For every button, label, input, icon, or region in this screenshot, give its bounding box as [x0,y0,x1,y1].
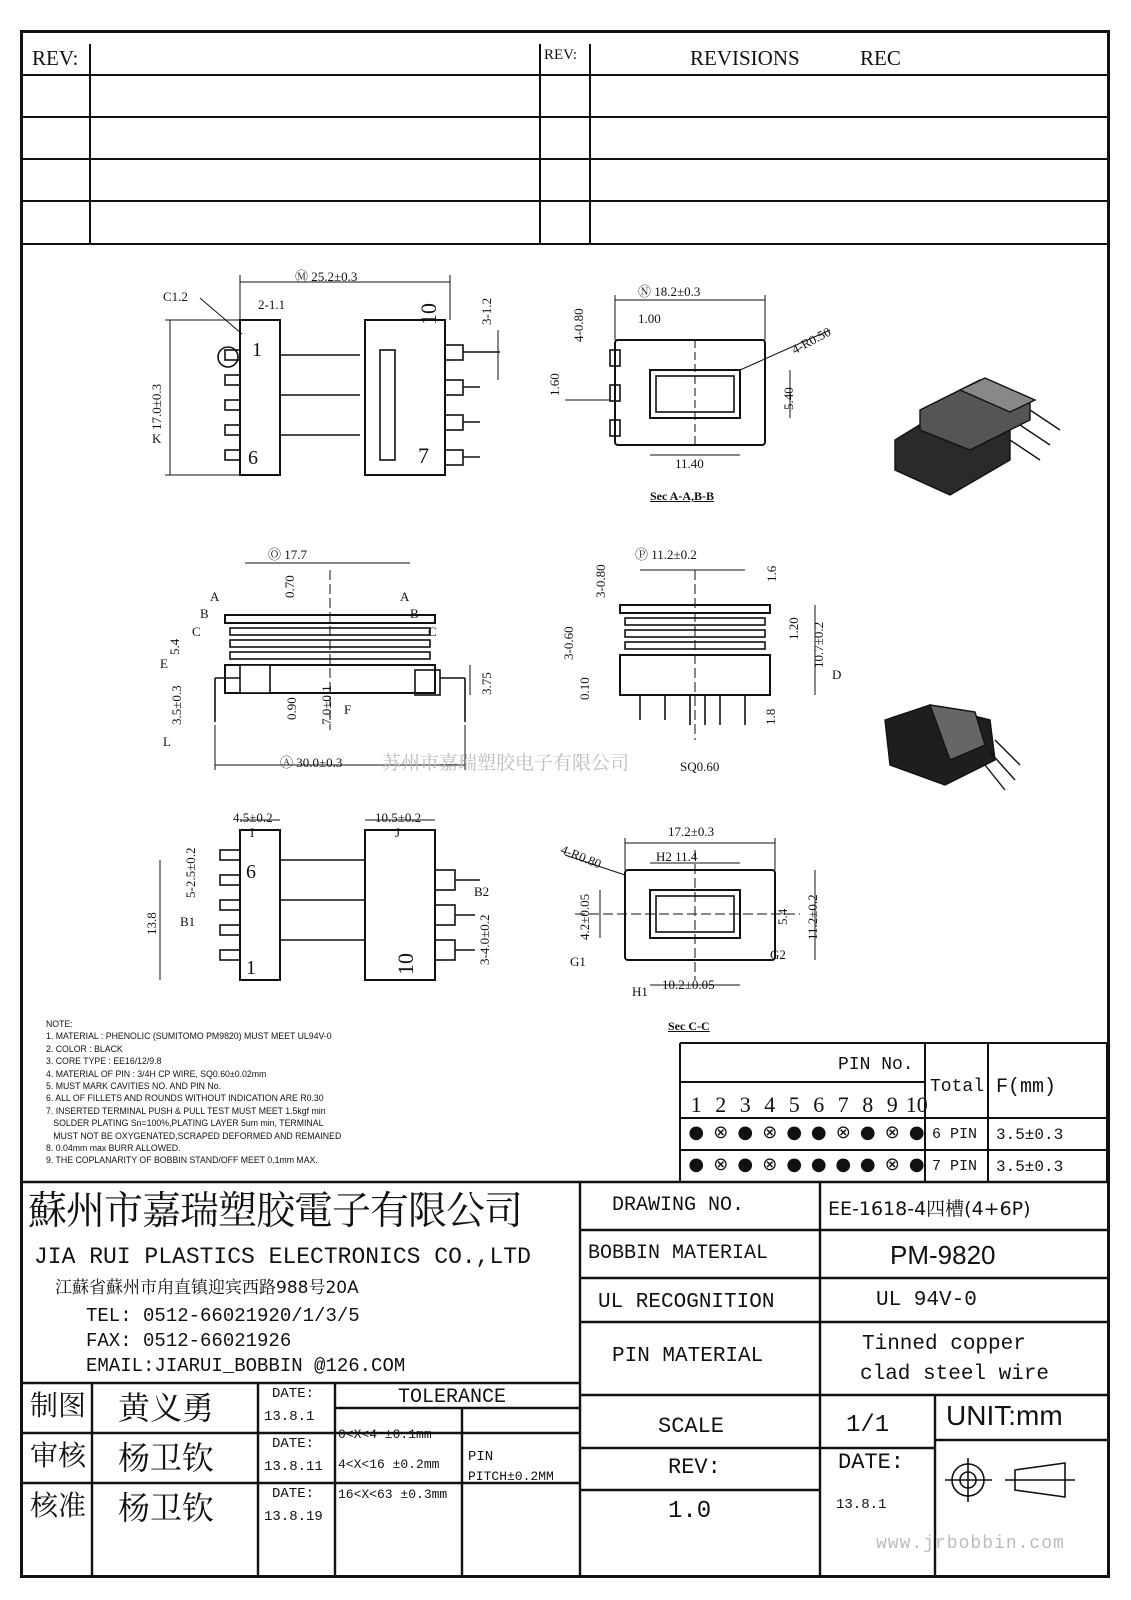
pin-filled-icon: ● [810,1122,827,1143]
dim-o: Ⓞ 17.7 [268,547,308,562]
label-c-right: C [428,624,437,639]
dim-m: Ⓜ 25.2±0.3 [295,269,358,284]
dim-sq: SQ0.60 [680,759,720,774]
reviewer-date-label: DATE: [272,1436,315,1452]
approver-name: 杨卫钦 [118,1489,215,1527]
dim-0-10: 0.10 [577,677,592,700]
dim-5-4-b: 5.4 [775,908,790,925]
label-a-right: A [400,589,410,604]
watermark-center: 苏州市嘉瑞塑胶电子有限公司 [382,752,630,774]
pin-number: 8 [862,1092,874,1117]
view-front-mid-left [215,563,470,770]
tolerance-label: TOLERANCE [398,1386,507,1409]
tolerance-pin-pitch: PITCH±0.2MM [468,1469,554,1484]
note-item: 1. MATERIAL : PHENOLIC (SUMITOMO PM9820) MUST MEET UL94V-0 [46,1031,332,1043]
tolerance-row: 4<X<16 ±0.2mm [338,1457,440,1472]
note-item: MUST NOT BE OXYGENATED,SCRAPED DEFORMED AND REMAINED [46,1130,342,1142]
pin-number-row [684,1092,929,1118]
pin-empty-icon: ⊗ [884,1122,900,1143]
pin-filled-icon: ● [835,1154,852,1175]
dim-13-8: 13.8 [144,912,159,935]
label-b2: B2 [474,884,490,899]
role-drafter: 制图 [30,1389,87,1422]
tolerance-pin-label: PIN [468,1449,494,1465]
pin-empty-icon: ⊗ [835,1122,851,1143]
pin-number: 4 [764,1092,776,1117]
approver-date: 13.8.19 [264,1509,323,1525]
drawing-no-label: DRAWING NO. [612,1194,745,1217]
pin-label-6-bottom: 6 [246,861,256,883]
pin-material-value-2: clad steel wire [860,1363,1050,1386]
pin-empty-icon: ⊗ [762,1154,778,1175]
label-k: K [152,431,162,446]
tolerance-row: 16<X<63 ±0.3mm [338,1487,448,1502]
view-side-mid-center [620,570,815,740]
pin-empty-icon: ⊗ [713,1154,729,1175]
pin-label-7-top: 7 [418,443,429,468]
pin-filled-icon: ● [859,1154,876,1175]
note-item: 9. THE COPLANARITY OF BOBBIN STAND/OFF MEET 0.1mm MAX. [46,1155,318,1167]
dim-11-40: 11.40 [675,456,704,471]
watermark-website: www.jrbobbin.com [876,1534,1065,1554]
unit-label: UNIT:mm [946,1400,1063,1431]
pin-label-6-top: 6 [248,447,258,469]
dim-p: Ⓟ 11.2±0.2 [635,547,697,562]
dim-a: Ⓐ 30.0±0.3 [280,755,343,770]
pin-filled-icon: ● [688,1122,705,1143]
note-item: 4. MATERIAL OF PIN : 3/4H CP WIRE, SQ0.60±0.02mm [46,1068,267,1080]
dim-f: 7.0±0.1 [319,685,334,725]
dim-5-40-a: 5.40 [781,387,796,410]
label-h1: H1 [632,984,648,999]
dim-k: 17.0±0.3 [149,383,164,430]
dim-1-00: 1.00 [638,311,661,326]
drafter-date: 13.8.1 [264,1409,315,1425]
dim-i: 4.5±0.2 [233,810,273,825]
label-e: E [160,656,168,671]
dim-j: 10.5±0.2 [375,810,422,825]
note-item: 7. INSERTED TERMINAL PUSH & PULL TEST MUST MEET 1.5kgf min [46,1105,326,1117]
company-address: 江蘇省蘇州市甪直镇迎宾西路988号20A [55,1278,359,1298]
pin-filled-icon: ● [908,1122,925,1143]
section-ab-title: Sec A-A,B-B [650,489,714,503]
dim-h1: 10.2±0.05 [662,977,715,992]
company-tel: TEL: 0512-66021920/1/3/5 [86,1305,360,1327]
pin-label-1-top: 1 [252,339,262,361]
dim-0-90: 0.90 [284,697,299,720]
dim-10-7: 10.7±0.2 [811,621,826,668]
bobbin-material-value: PM-9820 [890,1240,996,1270]
label-f: F [344,702,352,717]
label-g1: G1 [570,954,586,969]
pin-filled-icon: ● [859,1122,876,1143]
note-item: 2. COLOR : BLACK [46,1043,123,1055]
pin-label-10-top: 10 [416,303,441,325]
company-email: EMAIL:JIARUI_BOBBIN @126.COM [86,1355,406,1377]
rev-label-right: REV: [544,47,578,63]
note-item: SOLDER PLATING Sn=100%,PLATING LAYER 5um min, TERMINAL [46,1118,324,1130]
pin-filled-icon: ● [737,1122,754,1143]
render-3d-mid [885,705,1020,790]
label-g2: G2 [770,947,786,962]
date-label-bottom: DATE: [838,1450,905,1475]
pin-number: 2 [715,1092,727,1117]
pin-empty-icon: ⊗ [762,1122,778,1143]
view-bottom-left [160,820,480,980]
note-item: 5. MUST MARK CAVITIES NO. AND PIN No. [46,1081,222,1093]
pin-filled-icon: ● [810,1154,827,1175]
company-fax: FAX: 0512-66021926 [86,1330,292,1352]
date-value-bottom: 13.8.1 [836,1497,887,1513]
pin-label-1-bottom: 1 [246,957,256,979]
view-side-top-left [165,275,500,475]
f-7-pin: 3.5±0.3 [996,1158,1064,1176]
dim-h2: H2 11.4 [656,849,698,864]
pin-number: 6 [813,1092,825,1117]
f-6-pin: 3.5±0.3 [996,1126,1064,1144]
dim-4-2: 4.2±0.05 [577,893,592,940]
reviewer-date: 13.8.11 [264,1459,323,1475]
dim-1-20: 1.20 [786,617,801,640]
company-name-cn: 蘇州市嘉瑞塑胶電子有限公司 [28,1189,523,1234]
dim-1-60: 1.60 [547,373,562,396]
notes-title: NOTE: [46,1019,73,1030]
dim-17-2: 17.2±0.3 [668,824,715,839]
revisions-label: REVISIONS [690,46,800,70]
pin-label-10-bottom: 10 [393,953,418,975]
render-3d-top [895,378,1060,495]
label-i: I [250,825,255,840]
rev-label-left: REV: [32,46,79,70]
pin-mark-row [684,1122,929,1144]
drawing-no-value: EE-1618-4四槽(4+6P) [828,1198,1031,1220]
rev-label-bottom: REV: [668,1455,721,1480]
label-c-left: C [192,624,201,639]
pin-number: 1 [690,1092,702,1117]
dim-11-2: 11.2±0.2 [805,894,820,940]
dim-0-70: 0.70 [282,575,297,598]
pin-number: 7 [837,1092,849,1117]
ul-recognition-label: UL RECOGNITION [598,1291,775,1314]
total-7-pin: 7 PIN [932,1158,978,1175]
dim-c12: C1.2 [163,289,188,304]
bobbin-material-label: BOBBIN MATERIAL [588,1242,769,1265]
label-a-left: A [210,589,220,604]
dim-5-2-5: 5-2.5±0.2 [183,847,198,898]
label-b-right: B [410,606,419,621]
dim-2-1-1: 2-1.1 [258,297,286,312]
company-name-en: JIA RUI PLASTICS ELECTRONICS CO.,LTD [34,1244,531,1270]
label-j: J [395,825,401,840]
dim-n: Ⓝ 18.2±0.3 [638,284,701,299]
drafter-date-label: DATE: [272,1386,315,1402]
label-l: L [163,734,171,749]
pin-mark-row [684,1154,929,1176]
pin-filled-icon: ● [908,1154,925,1175]
pin-number: 10 [905,1092,928,1117]
total-6-pin: 6 PIN [932,1126,978,1143]
pin-filled-icon: ● [737,1154,754,1175]
tolerance-row: 0<X<4 ±0.1mm [338,1427,432,1442]
dim-5-4: 5.4 [167,638,182,655]
rec-label: REC [860,46,901,70]
label-d: D [832,667,842,682]
total-label: Total [930,1077,985,1097]
pin-number: 3 [739,1092,751,1117]
note-item: 3. CORE TYPE : EE16/12/9.8 [46,1056,162,1068]
dim-l: 3.5±0.3 [169,685,184,725]
pin-no-label: PIN No. [838,1055,914,1075]
dim-3-0-80: 3-0.80 [593,564,608,598]
scale-label: SCALE [658,1414,725,1439]
role-approver: 核准 [30,1489,87,1522]
pin-filled-icon: ● [688,1154,705,1175]
pin-material-label: PIN MATERIAL [612,1345,764,1368]
rev-value: 1.0 [668,1498,712,1525]
drafter-name: 黄义勇 [118,1389,215,1427]
pin-empty-icon: ⊗ [713,1122,729,1143]
notes-block [46,1019,367,1168]
f-label: F(mm) [996,1076,1057,1099]
label-b-left: B [200,606,209,621]
section-cc-title: Sec C-C [668,1019,710,1033]
dim-3-75: 3.75 [479,672,494,695]
pin-filled-icon: ● [786,1122,803,1143]
pin-number: 9 [886,1092,898,1117]
role-reviewer: 审核 [30,1439,87,1472]
dim-3-0-60: 3-0.60 [561,626,576,660]
dim-4-r0-80: 4-R0.80 [558,841,604,872]
pin-filled-icon: ● [786,1154,803,1175]
dim-3-4-0: 3-4.0±0.2 [477,914,492,965]
label-b1: B1 [180,914,196,929]
note-item: 8. 0.04mm max BURR ALLOWED. [46,1143,181,1155]
dim-1-6: 1.6 [764,565,779,582]
projection-symbol [945,1458,1075,1502]
dim-4-r0-50: 4-R0.50 [788,323,834,358]
pin-number: 5 [788,1092,800,1117]
note-item: 6. ALL OF FILLETS AND ROUNDS WITHOUT INDICATION ARE R0.30 [46,1093,324,1105]
scale-value: 1/1 [846,1412,890,1439]
reviewer-name: 杨卫钦 [118,1439,215,1477]
dim-3-1-2: 3-1.2 [479,297,494,325]
pin-material-value-1: Tinned copper [862,1333,1026,1356]
ul-recognition-value: UL 94V-0 [876,1289,977,1312]
view-section-ab [565,295,834,455]
revision-table-lines [23,44,1107,244]
dim-4-080: 4-0.80 [571,308,586,342]
pin-empty-icon: ⊗ [884,1154,900,1175]
approver-date-label: DATE: [272,1486,315,1502]
dim-1-8: 1.8 [763,708,778,725]
